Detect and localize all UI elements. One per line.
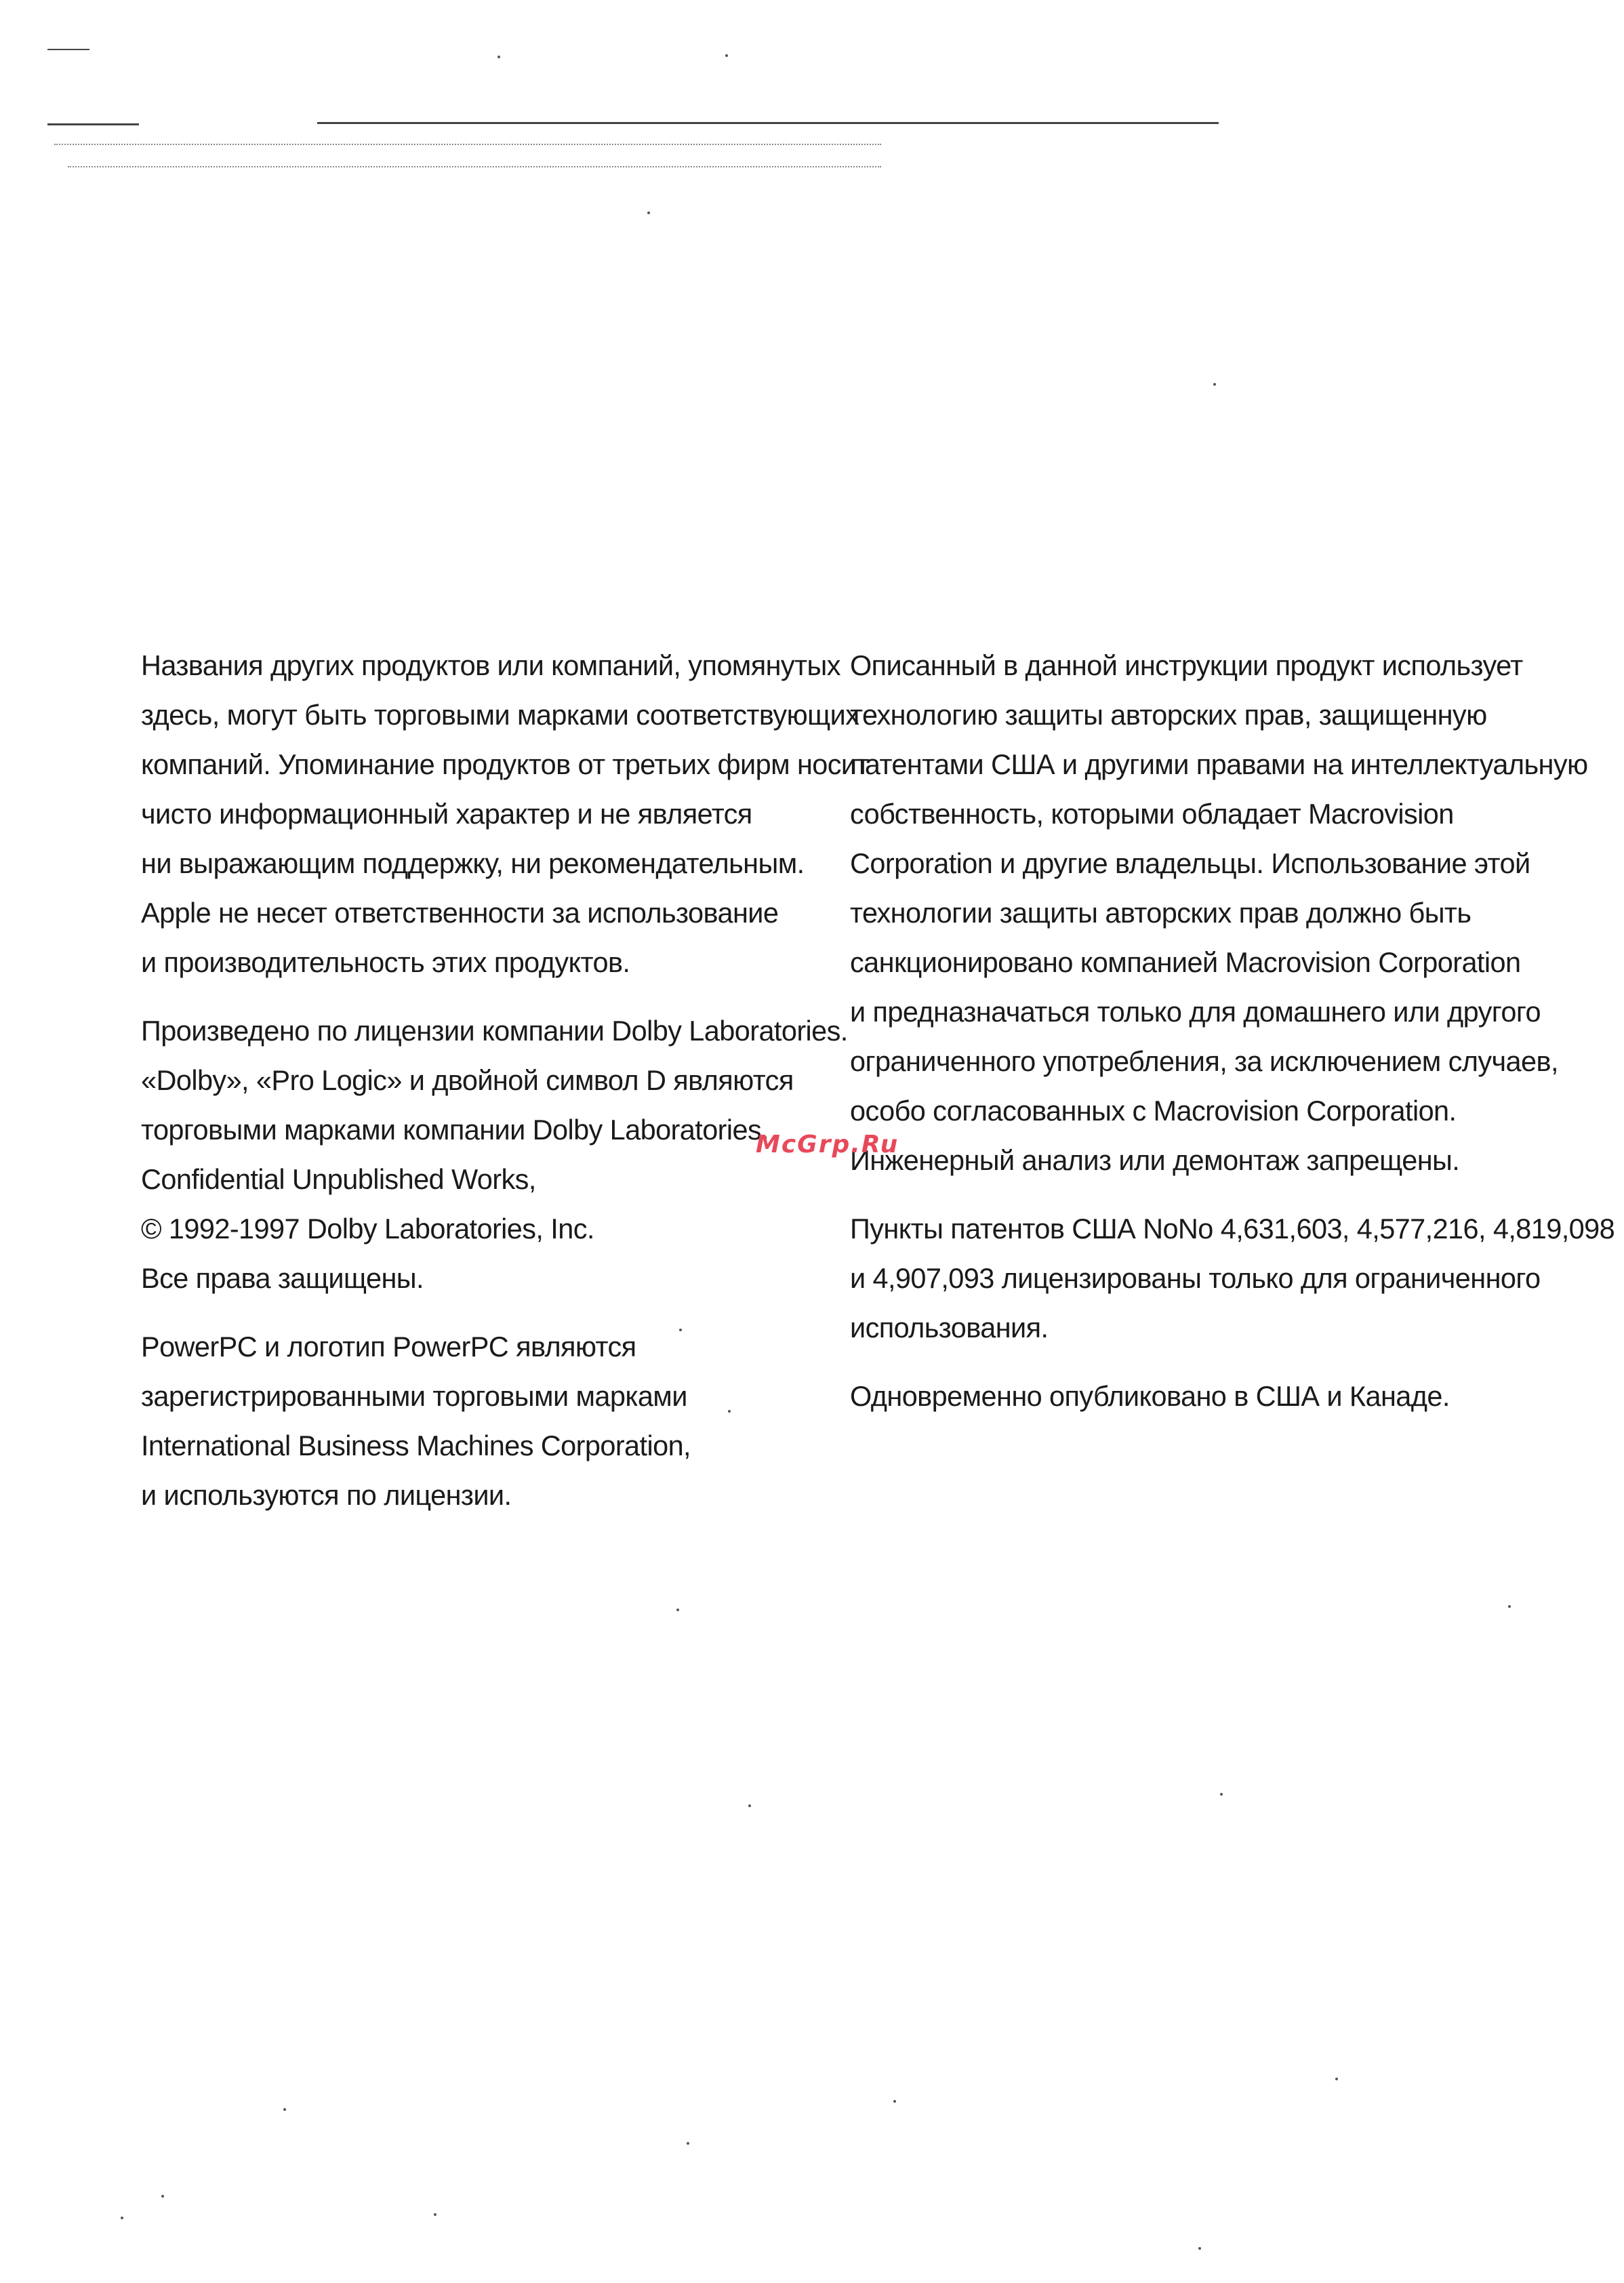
text-line: PowerPC и логотип PowerPC являются bbox=[141, 1331, 636, 1362]
publication-paragraph bbox=[850, 1371, 1582, 1421]
text-line: санкционировано компанией Macrovision Corporation bbox=[850, 946, 1521, 978]
scan-speck bbox=[676, 1609, 679, 1611]
text-line: торговыми марками компании Dolby Laboratories. bbox=[141, 1114, 769, 1146]
scan-speck bbox=[434, 2213, 437, 2216]
right-column bbox=[850, 641, 1615, 1440]
watermark: McGrp.Ru bbox=[756, 1131, 899, 1158]
scan-speck bbox=[687, 2142, 689, 2145]
text-line: компаний. Упоминание продуктов от третьих фирм носит bbox=[141, 748, 869, 780]
scan-speck bbox=[161, 2195, 164, 2198]
text-line: Confidential Unpublished Works, bbox=[141, 1163, 536, 1195]
text-line: и используются по лицензии. bbox=[141, 1479, 512, 1511]
patents-paragraph bbox=[850, 1204, 1615, 1352]
text-line: патентами США и другими правами на интеллектуальную bbox=[850, 748, 1588, 780]
scan-speck bbox=[1508, 1605, 1511, 1608]
text-line: технологию защиты авторских прав, защищенную bbox=[850, 699, 1487, 731]
text-line: Инженерный анализ или демонтаж запрещены. bbox=[850, 1144, 1460, 1176]
text-line: Названия других продуктов или компаний, упомянутых bbox=[141, 649, 840, 681]
powerpc-paragraph bbox=[141, 1322, 826, 1520]
scan-speck bbox=[121, 2217, 123, 2219]
trademark-paragraph bbox=[141, 641, 869, 987]
text-line: чисто информационный характер и не является bbox=[141, 798, 752, 830]
text-line: здесь, могут быть торговыми марками соответствующих bbox=[141, 699, 859, 731]
scan-speck bbox=[647, 211, 650, 214]
text-line: зарегистрированными торговыми марками bbox=[141, 1380, 687, 1412]
text-line: Описанный в данной инструкции продукт использует bbox=[850, 649, 1523, 681]
text-line: особо согласованных с Macrovision Corporation. bbox=[850, 1095, 1457, 1127]
text-line: «Dolby», «Pro Logic» и двойной символ D являются bbox=[141, 1064, 794, 1096]
scan-artifact-line bbox=[47, 49, 89, 50]
scan-speck bbox=[893, 2100, 896, 2103]
macrovision-paragraph bbox=[850, 641, 1588, 1185]
scan-speck bbox=[1198, 2247, 1201, 2250]
text-line: собственность, которыми обладает Macrovision bbox=[850, 798, 1454, 830]
text-line: Apple не несет ответственности за использование bbox=[141, 897, 779, 929]
scan-speck bbox=[1220, 1793, 1223, 1796]
text-line: технологии защиты авторских прав должно быть bbox=[850, 897, 1471, 929]
text-line: ограниченного употребления, за исключением случаев, bbox=[850, 1045, 1558, 1077]
scan-speck bbox=[283, 2108, 286, 2111]
scan-artifact-line bbox=[317, 122, 1219, 124]
scan-speck bbox=[725, 54, 728, 57]
scan-speck bbox=[1213, 383, 1216, 386]
text-line: ни выражающим поддержку, ни рекомендательным. bbox=[141, 847, 805, 879]
text-line: и 4,907,093 лицензированы только для ограниченного bbox=[850, 1262, 1541, 1294]
text-line: Произведено по лицензии компании Dolby Laboratories. bbox=[141, 1015, 848, 1047]
scan-speck bbox=[748, 1804, 751, 1807]
scan-speck bbox=[498, 56, 500, 58]
scan-artifact-line bbox=[54, 144, 881, 145]
scan-artifact-line bbox=[68, 166, 881, 167]
scan-speck bbox=[1335, 2078, 1338, 2080]
text-line: и предназначаться только для домашнего или другого bbox=[850, 996, 1541, 1028]
text-line: Corporation и другие владельцы. Использование этой bbox=[850, 847, 1530, 879]
text-line: International Business Machines Corporation, bbox=[141, 1430, 691, 1461]
text-line: и производительность этих продуктов. bbox=[141, 946, 630, 978]
text-line: Пункты патентов США NoNo 4,631,603, 4,577,216, 4,819,098 bbox=[850, 1213, 1615, 1245]
text-line: использования. bbox=[850, 1312, 1049, 1343]
text-line: Одновременно опубликовано в США и Канаде. bbox=[850, 1380, 1450, 1412]
text-line: © 1992-1997 Dolby Laboratories, Inc. bbox=[141, 1213, 594, 1245]
text-line: Все права защищены. bbox=[141, 1262, 424, 1294]
scan-artifact-line bbox=[47, 123, 139, 125]
